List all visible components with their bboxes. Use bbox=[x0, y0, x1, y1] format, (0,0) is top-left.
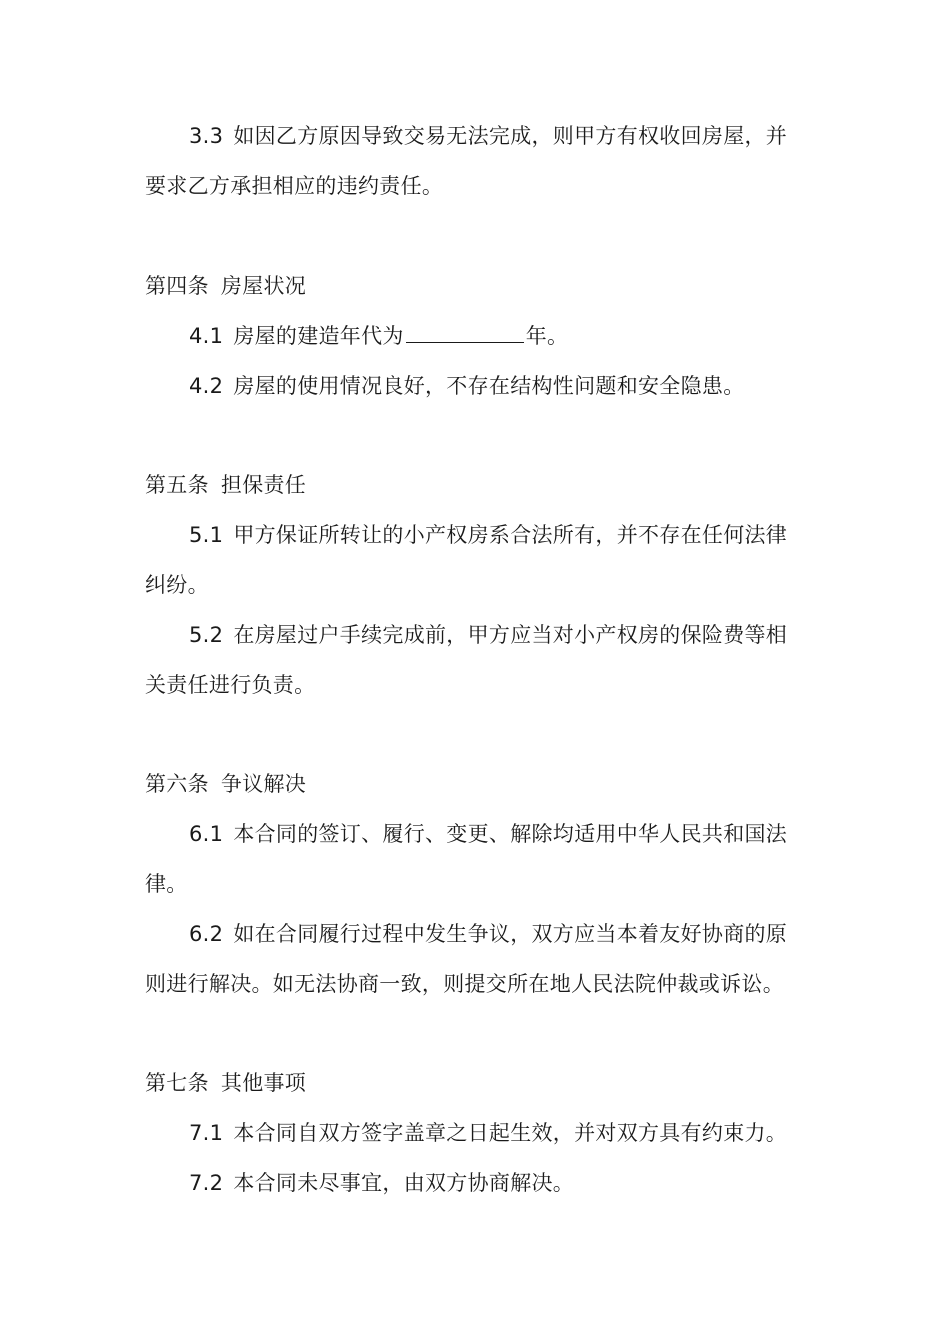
clause-7-1 bbox=[189, 1118, 859, 1148]
clause-5-2-line-2 bbox=[145, 670, 815, 700]
clause-number: 7.2 bbox=[189, 1171, 224, 1195]
clause-text: 如在合同履行过程中发生争议，双方应当本着友好协商的原 bbox=[233, 922, 788, 946]
clause-text: 房屋的建造年代为 bbox=[233, 324, 404, 348]
clause-text: 关责任进行负责。 bbox=[145, 673, 316, 697]
clause-number: 5.1 bbox=[189, 523, 224, 547]
clause-text: 本合同未尽事宜，由双方协商解决。 bbox=[233, 1171, 575, 1195]
clause-6-1-line-2 bbox=[145, 869, 815, 899]
clause-3-3-line-2 bbox=[145, 171, 815, 201]
clause-number: 6.2 bbox=[189, 922, 224, 946]
clause-text: 则进行解决。如无法协商一致，则提交所在地人民法院仲裁或诉讼。 bbox=[145, 972, 784, 996]
article-number: 第七条 bbox=[145, 1071, 209, 1095]
clause-5-1-line-1 bbox=[189, 520, 859, 550]
article-number: 第五条 bbox=[145, 473, 209, 497]
clause-text: 本合同的签订、履行、变更、解除均适用中华人民共和国法 bbox=[233, 822, 788, 846]
clause-4-1 bbox=[189, 321, 859, 351]
clause-6-2-line-1 bbox=[189, 919, 859, 949]
article-title: 其他事项 bbox=[220, 1071, 307, 1095]
clause-number: 6.1 bbox=[189, 822, 224, 846]
clause-text: 如因乙方原因导致交易无法完成，则甲方有权收回房屋，并 bbox=[233, 124, 788, 148]
clause-7-2 bbox=[189, 1168, 859, 1198]
clause-text: 甲方保证所转让的小产权房系合法所有，并不存在任何法律 bbox=[233, 523, 788, 547]
article-5-heading bbox=[145, 470, 815, 500]
clause-6-1-line-1 bbox=[189, 819, 859, 849]
clause-6-2-line-2 bbox=[145, 969, 815, 999]
clause-text: 本合同自双方签字盖章之日起生效，并对双方具有约束力。 bbox=[233, 1121, 788, 1145]
clause-text: 纠纷。 bbox=[145, 573, 209, 597]
clause-text: 房屋的使用情况良好，不存在结构性问题和安全隐患。 bbox=[233, 374, 745, 398]
fill-in-blank-year[interactable] bbox=[406, 322, 524, 343]
clause-text: 律。 bbox=[145, 872, 188, 896]
clause-number: 7.1 bbox=[189, 1121, 224, 1145]
article-4-heading bbox=[145, 271, 815, 301]
article-number: 第六条 bbox=[145, 772, 209, 796]
clause-number: 4.1 bbox=[189, 324, 224, 348]
clause-3-3-line-1 bbox=[189, 121, 859, 151]
clause-text: 要求乙方承担相应的违约责任。 bbox=[145, 174, 444, 198]
clause-5-1-line-2 bbox=[145, 570, 815, 600]
article-number: 第四条 bbox=[145, 274, 209, 298]
clause-text: 年。 bbox=[525, 324, 569, 348]
clause-number: 4.2 bbox=[189, 374, 224, 398]
article-6-heading bbox=[145, 769, 815, 799]
clause-number: 3.3 bbox=[189, 124, 224, 148]
article-title: 争议解决 bbox=[220, 772, 307, 796]
clause-4-2 bbox=[189, 371, 859, 401]
clause-number: 5.2 bbox=[189, 623, 224, 647]
clause-5-2-line-1 bbox=[189, 620, 859, 650]
clause-text: 在房屋过户手续完成前，甲方应当对小产权房的保险费等相 bbox=[233, 623, 788, 647]
article-7-heading bbox=[145, 1068, 815, 1098]
article-title: 担保责任 bbox=[220, 473, 307, 497]
article-title: 房屋状况 bbox=[220, 274, 307, 298]
